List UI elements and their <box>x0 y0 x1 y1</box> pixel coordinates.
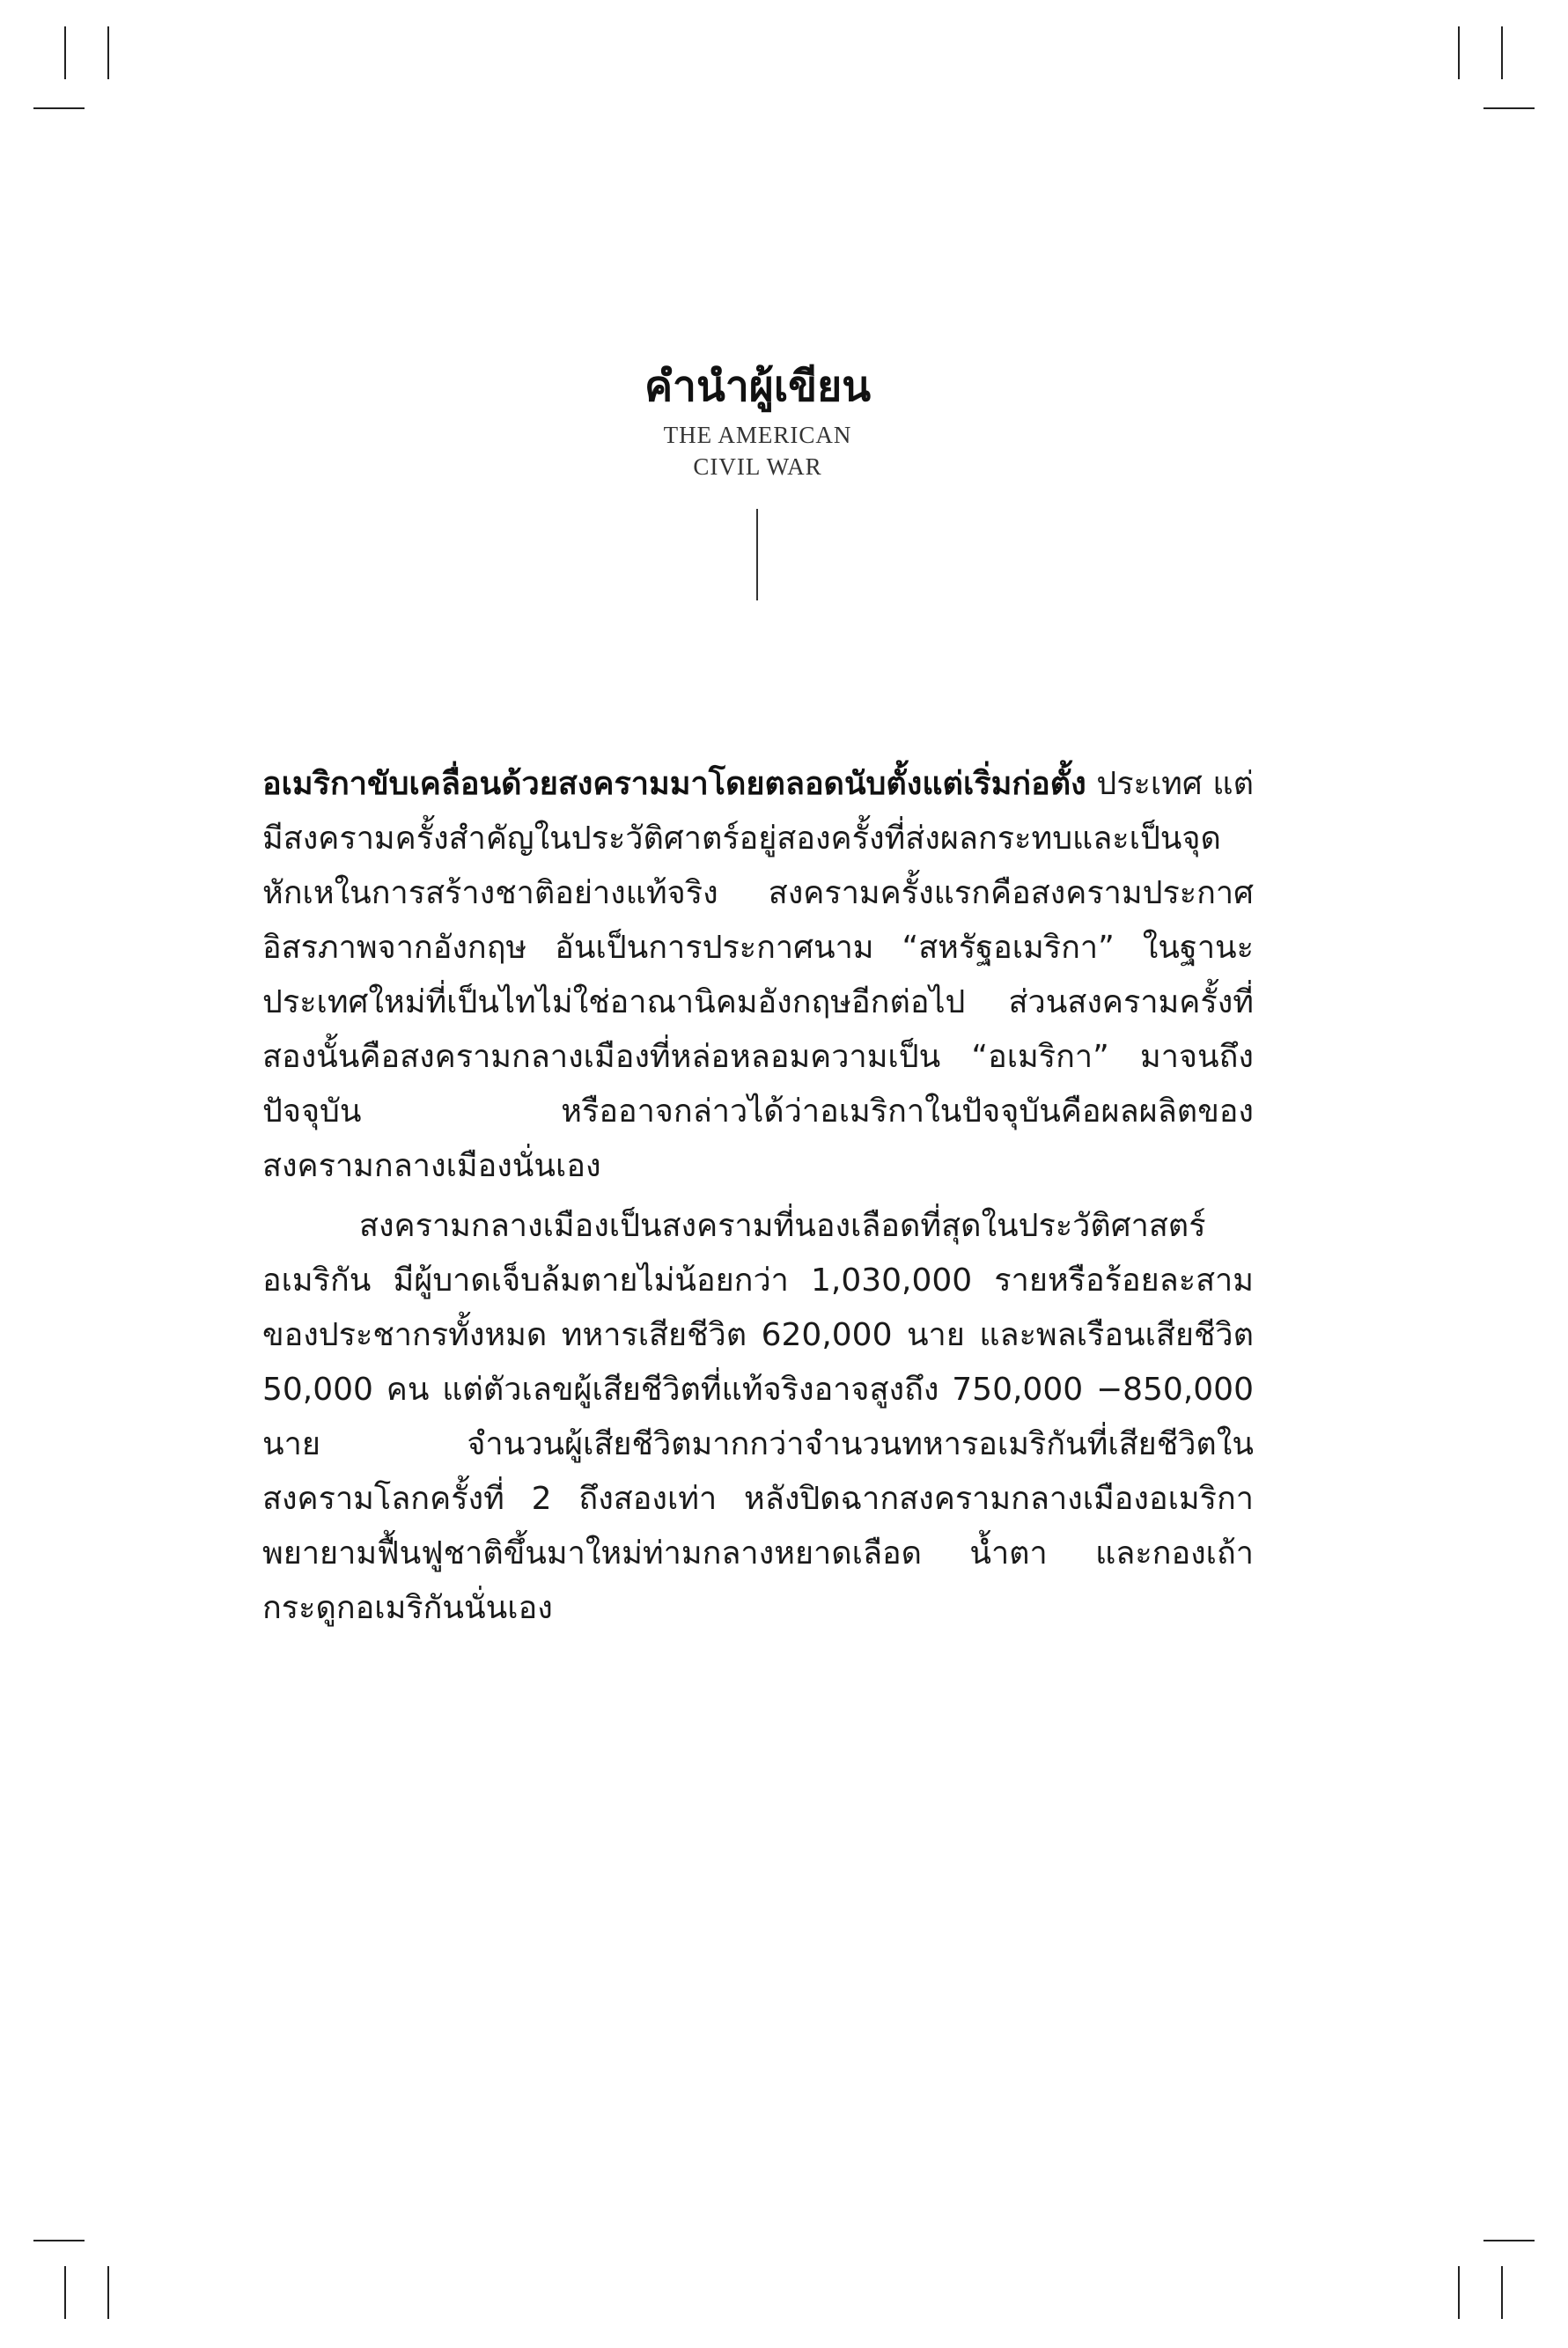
crop-mark <box>1458 26 1460 79</box>
crop-mark <box>64 2266 66 2319</box>
paragraph-2: สงครามกลางเมืองเป็นสงครามที่นองเลือดที่สุดในประวัติศาสตร์อเมริกัน มีผู้บาดเจ็บล้มตายไม่น้อยกว่า 1,030,000 รายหรือร้อยละสามของประชากรทั้งหมด ทหารเสียชีวิต 620,000 นาย และพลเรือนเสียชีวิต 50,000 คน แต่ตัวเลขผู้เสียชีวิตที่แท้จริงอาจสูงถึง 750,000 −850,000 นาย จำนวนผู้เสียชีวิตมากกว่าจำนวนทหารอเมริกันที่เสียชีวิตในสงครามโลกครั้งที่ 2 ถึงสองเท่า หลังปิดฉากสงครามกลางเมืองอเมริกาพยายามฟื้นฟูชาติขึ้นมาใหม่ท่ามกลางหยาดเลือด น้ำตา และกองเถ้ากระดูกอเมริกันนั่นเอง <box>262 1208 1254 1626</box>
subtitle <box>0 419 1515 482</box>
crop-mark <box>107 2266 109 2319</box>
crop-mark <box>1483 2240 1535 2241</box>
crop-mark <box>33 2240 85 2241</box>
crop-mark <box>1501 26 1503 79</box>
subtitle-line-1: THE AMERICAN <box>663 422 852 448</box>
crop-mark <box>1483 107 1535 109</box>
lead-sentence: อเมริกาขับเคลื่อนด้วยสงครามมาโดยตลอดนับตั้งแต่เริ่มก่อตั้ง <box>262 766 1086 802</box>
crop-mark <box>1458 2266 1460 2319</box>
crop-mark <box>64 26 66 79</box>
chapter-title: คำนำผู้เขียน <box>644 362 872 411</box>
body-text <box>262 757 1254 1636</box>
crop-mark <box>1501 2266 1503 2319</box>
paragraph-1-text: ประเทศ แต่มีสงครามครั้งสำคัญในประวัติศาตร์อยู่สองครั้งที่ส่งผลกระทบและเป็นจุดหักเหในการสร้างชาติอย่างแท้จริง สงครามครั้งแรกคือสงครามประกาศอิสรภาพจากอังกฤษ อันเป็นการประกาศนาม “สหรัฐอเมริกา” ในฐานะประเทศใหม่ที่เป็นไทไม่ใช่อาณานิคมอังกฤษอีกต่อไป ส่วนสงครามครั้งที่สองนั้นคือสงครามกลางเมืองที่หล่อหลอมความเป็น “อเมริกา” มาจนถึงปัจจุบัน หรืออาจกล่าวได้ว่าอเมริกาในปัจจุบันคือผลผลิตของสงครามกลางเมืองนั่นเอง <box>262 766 1254 1184</box>
crop-mark <box>33 107 85 109</box>
paragraph-1 <box>262 757 1254 1194</box>
title-divider <box>756 509 758 600</box>
subtitle-line-2: CIVIL WAR <box>693 453 822 480</box>
crop-mark <box>107 26 109 79</box>
chapter-header <box>0 359 1515 482</box>
